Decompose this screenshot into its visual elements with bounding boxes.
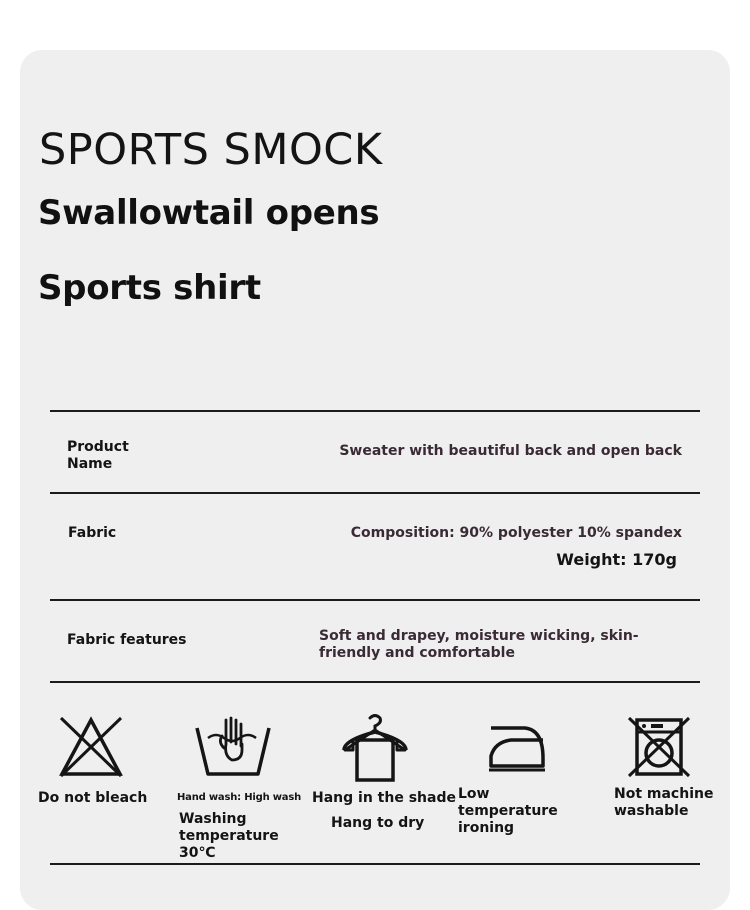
spec-label-fabric-features: Fabric features [67,632,187,648]
divider [50,681,700,683]
care-label-no-machine-wash: Not machine washable [614,786,714,819]
care-label-hang-shade: Hang in the shade [312,790,456,806]
care-detail-hang-dry: Hang to dry [331,815,425,831]
hang-dry-icon [340,712,410,782]
care-label-no-bleach: Do not bleach [38,790,148,806]
subtitle-line-2: Sports shirt [38,268,261,308]
iron-low-icon [487,720,547,772]
spec-label-fabric: Fabric [68,525,117,541]
no-machine-wash-icon [627,716,691,778]
subtitle-line-1: Swallowtail opens [38,193,380,233]
no-bleach-icon [58,716,124,778]
spec-value-product-name: Sweater with beautiful back and open back [339,443,682,459]
spec-value-fabric-features: Soft and drapey, moisture wicking, skin-friendly and comfortable [319,628,639,661]
divider [50,492,700,494]
spec-value-fabric: Composition: 90% polyester 10% spandex [350,525,682,541]
spec-label-product-name: Product Name [67,439,129,472]
divider [50,410,700,412]
divider [50,599,700,601]
page-title: SPORTS SMOCK [39,125,383,175]
hand-wash-icon [194,716,272,778]
care-detail-wash-temperature: Washing temperature 30℃ [179,811,279,861]
divider [50,863,700,865]
care-label-low-temp-ironing: Low temperature ironing [458,786,558,836]
spec-value-weight: Weight: 170g [556,550,677,569]
care-label-hand-wash: Hand wash: High wash [177,792,302,803]
